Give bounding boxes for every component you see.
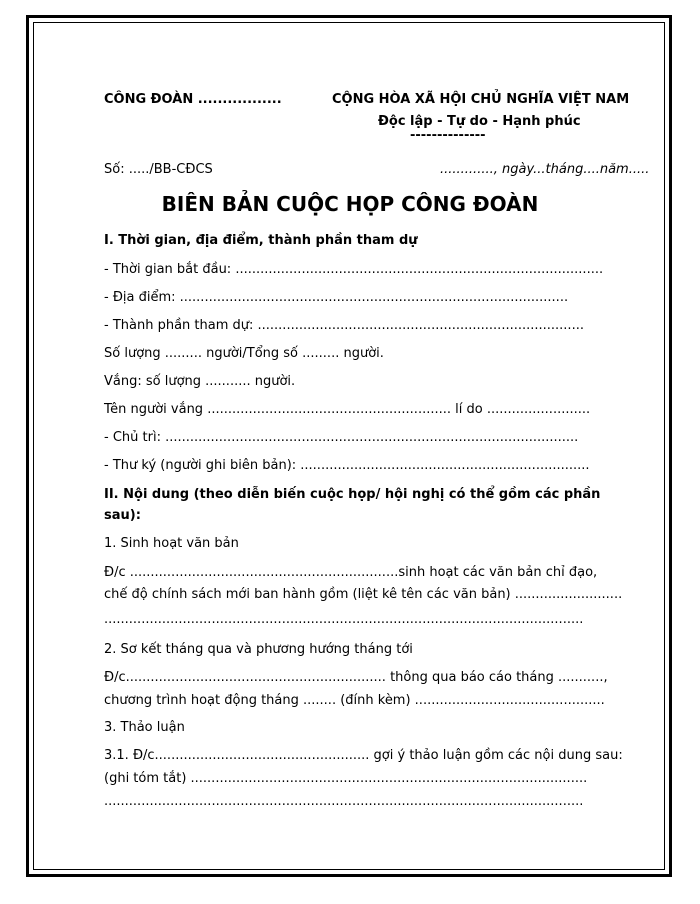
start-time-line: - Thời gian bắt đầu: ......................................................................................... — [104, 262, 604, 277]
absent-name-line: Tên người vắng ........................................................... lí do ......................... — [104, 402, 591, 417]
union-name: CÔNG ĐOÀN ................. — [104, 92, 282, 107]
item1-line2: chế độ chính sách mới ban hành gồm (liệt kê tên các văn bản) .......................... — [104, 587, 623, 602]
item1-title: 1. Sinh hoạt văn bản — [104, 536, 239, 551]
count-line: Số lượng ......... người/Tổng số ......... người. — [104, 346, 384, 361]
document-title: BIÊN BẢN CUỘC HỌP CÔNG ĐOÀN — [161, 192, 539, 216]
section1-heading: I. Thời gian, địa điểm, thành phần tham dự — [104, 233, 418, 248]
attendees-line: - Thành phần tham dự: ............................................................................... — [104, 318, 584, 333]
item2-title: 2. Sơ kết tháng qua và phương hướng tháng tới — [104, 642, 413, 657]
secretary-line: - Thư ký (người ghi biên bản): ...................................................................... — [104, 458, 590, 473]
location-line: - Địa điểm: .............................................................................................. — [104, 290, 569, 305]
absent-line: Vắng: số lượng ........... người. — [104, 374, 296, 389]
item2-line2: chương trình hoạt động tháng ........ (đính kèm) .............................................. — [104, 693, 605, 708]
chair-line: - Chủ trì: .................................................................................................... — [104, 430, 579, 445]
place-date: ............., ngày...tháng....năm..... — [440, 162, 650, 177]
item3-line3: .................................................................................................................... — [104, 794, 584, 809]
item3-title: 3. Thảo luận — [104, 720, 185, 735]
national-motto: Độc lập - Tự do - Hạnh phúc — [378, 114, 581, 129]
item2-line1: Đ/c............................................................... thông qua báo cáo tháng ..........., — [104, 670, 608, 685]
motto-rule: -------------- — [410, 128, 486, 143]
page-border-inner — [33, 22, 665, 870]
item3-line1: 3.1. Đ/c.................................................... gợi ý thảo luận gồm các nội dung sau: — [104, 748, 623, 763]
item3-line2: (ghi tóm tắt) ................................................................................................ — [104, 771, 588, 786]
document-number: Số: ...../BB-CĐCS — [104, 162, 213, 177]
section2-heading-line2: sau): — [104, 508, 141, 523]
item1-line1: Đ/c .................................................................sinh hoạt các văn bản chỉ đạo, — [104, 565, 598, 580]
section2-heading-line1: II. Nội dung (theo diễn biến cuộc họp/ hội nghị có thể gồm các phần — [104, 487, 601, 502]
item1-line3: .................................................................................................................... — [104, 612, 584, 627]
country-name: CỘNG HÒA XÃ HỘI CHỦ NGHĨA VIỆT NAM — [332, 92, 630, 107]
